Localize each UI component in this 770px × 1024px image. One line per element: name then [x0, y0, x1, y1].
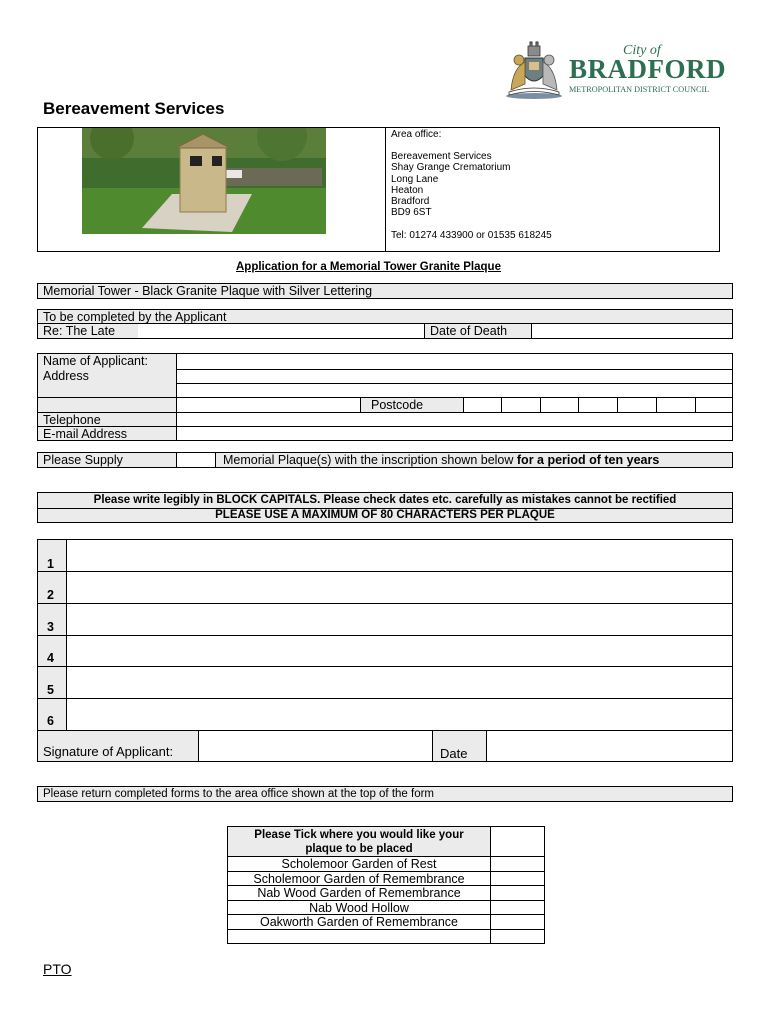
- applicant-heading: To be completed by the Applicant: [43, 310, 227, 324]
- placement-tick-box[interactable]: [491, 901, 544, 914]
- inscription-line-number: 1: [47, 557, 54, 571]
- address-field-1[interactable]: [177, 370, 733, 383]
- placement-tick-box[interactable]: [491, 857, 544, 871]
- placement-option: Scholemoor Garden of Rest: [281, 857, 437, 871]
- address-label: Address: [43, 369, 89, 383]
- supply-quantity-field[interactable]: [177, 453, 215, 467]
- inscription-line-number: 3: [47, 620, 54, 634]
- placement-option: Oakworth Garden of Remembrance: [259, 915, 458, 929]
- date-label: Date: [440, 746, 468, 761]
- address-line: Long Lane: [391, 173, 439, 185]
- supply-text: Memorial Plaque(s) with the inscription shown below: [223, 453, 514, 467]
- logo-city-of: City of: [623, 43, 661, 58]
- email-label: E-mail Address: [43, 427, 128, 441]
- signature-field[interactable]: [199, 731, 432, 761]
- address-line: Bradford: [391, 196, 430, 208]
- product-row: [37, 283, 733, 299]
- area-office-address: [391, 151, 511, 219]
- email-field[interactable]: [177, 427, 733, 440]
- placement-option: Scholemoor Garden of Remembrance: [253, 872, 465, 886]
- area-office-label: Area office:: [391, 129, 442, 140]
- date-of-death-label: Date of Death: [430, 324, 508, 338]
- inscription-line-number: 2: [47, 588, 54, 602]
- address-line: Bereavement Services: [391, 151, 492, 162]
- placement-tick-box[interactable]: [491, 872, 544, 885]
- postcode-field[interactable]: [464, 398, 733, 412]
- inscription-field-2[interactable]: [67, 572, 732, 603]
- logo-subtitle: METROPOLITAN DISTRICT COUNCIL: [569, 85, 710, 94]
- applicant-details: [37, 353, 733, 441]
- return-note: Please return completed forms to the area office shown at the top of the form: [43, 788, 434, 800]
- area-office-telephone: Tel: 01274 433900 or 01535 618245: [391, 230, 552, 241]
- placement-header: [228, 828, 490, 856]
- postcode-label: Postcode: [371, 398, 424, 412]
- instructions-line-1: Please write legibly in BLOCK CAPITALS. Please check dates etc. carefully as mistakes cannot be rectified: [93, 494, 677, 506]
- placement-header-line-2: plaque to be placed: [305, 843, 413, 855]
- inscription-field-5[interactable]: [67, 667, 732, 698]
- deceased-row: [37, 323, 733, 339]
- inscription-field-3[interactable]: [67, 604, 732, 635]
- placement-tick-box[interactable]: [491, 915, 544, 929]
- instructions-box: [37, 492, 733, 523]
- name-field[interactable]: [177, 354, 733, 369]
- address-field-3[interactable]: [177, 398, 359, 412]
- address-line: Shay Grange Crematorium: [391, 162, 511, 174]
- placement-option: Nab Wood Garden of Remembrance: [257, 886, 461, 900]
- coat-of-arms-icon: [503, 40, 565, 100]
- signature-date-field[interactable]: [487, 731, 732, 761]
- supply-description: [218, 453, 659, 467]
- name-label: Name of Applicant:: [43, 354, 148, 368]
- instructions-line-2: PLEASE USE A MAXIMUM OF 80 CHARACTERS PER PLAQUE: [215, 509, 555, 521]
- please-supply-label: Please Supply: [43, 453, 123, 467]
- inscription-field-1[interactable]: [67, 540, 732, 571]
- telephone-field[interactable]: [177, 413, 733, 426]
- date-of-death-field[interactable]: [532, 324, 732, 338]
- inscription-line-number: 4: [47, 651, 54, 665]
- placement-tick-box[interactable]: [491, 886, 544, 900]
- pto-label: PTO: [43, 961, 72, 977]
- product-label: Memorial Tower - Black Granite Plaque with Silver Lettering: [43, 284, 373, 298]
- placement-header-line-1: Please Tick where you would like your: [254, 829, 464, 841]
- address-line: Heaton: [391, 184, 424, 196]
- address-line: BD9 6ST: [391, 207, 432, 219]
- council-logo: [503, 40, 733, 100]
- re-the-late-label: Re: The Late: [43, 324, 116, 338]
- deceased-name-field[interactable]: [138, 324, 424, 338]
- applicant-heading-row: [37, 309, 733, 324]
- signature-label: Signature of Applicant:: [43, 744, 174, 759]
- inscription-line-number: 6: [47, 714, 54, 728]
- address-field-2[interactable]: [177, 384, 733, 397]
- inscription-field-6[interactable]: [67, 699, 732, 730]
- telephone-label: Telephone: [43, 413, 101, 427]
- return-note-row: [37, 786, 733, 802]
- placement-table: [227, 826, 545, 944]
- supply-row: [37, 452, 733, 468]
- form-title: Application for a Memorial Tower Granite Plaque: [236, 261, 501, 273]
- memorial-tower-photo: [82, 128, 326, 234]
- page-title: Bereavement Services: [43, 99, 225, 118]
- inscription-table: [37, 539, 733, 762]
- supply-period: for a period of ten years: [516, 453, 660, 467]
- inscription-line-number: 5: [47, 683, 54, 697]
- inscription-field-4[interactable]: [67, 636, 732, 666]
- placement-option: Nab Wood Hollow: [309, 901, 409, 915]
- logo-bradford: BRADFORD: [569, 54, 726, 84]
